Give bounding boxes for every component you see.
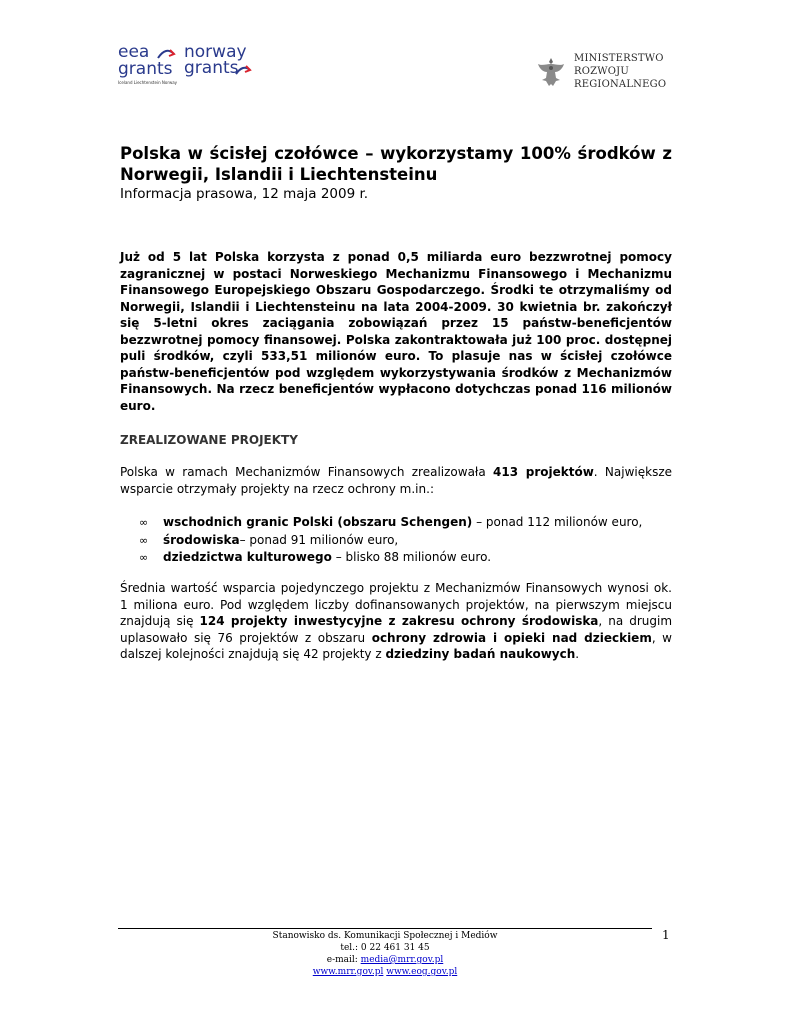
norway-grants-logo bbox=[184, 44, 256, 84]
support-list bbox=[139, 514, 642, 567]
section-heading: ZREALIZOWANE PROJEKTY bbox=[120, 433, 298, 447]
footer-websites bbox=[118, 966, 652, 978]
footer-divider bbox=[118, 928, 652, 929]
average-bold-1: 124 projekty inwestycyjne z zakresu ochrony środowiska bbox=[199, 614, 599, 628]
list-item-text: – ponad 112 milionów euro, bbox=[472, 515, 643, 529]
norway-logo-mark-icon bbox=[234, 64, 252, 78]
footer-office: Stanowisko ds. Komunikacji Społecznej i Mediów bbox=[272, 931, 498, 941]
footer-site-eog-link[interactable]: www.eog.gov.pl bbox=[386, 967, 458, 977]
list-item bbox=[139, 532, 642, 550]
average-bold-3: dziedziny badań naukowych bbox=[385, 647, 576, 661]
list-item-text: – ponad 91 milionów euro, bbox=[239, 532, 399, 547]
average-text-2: , na drugim uplasowało się 76 projektów z obszaru bbox=[120, 614, 673, 645]
eea-grants-logo bbox=[118, 44, 180, 92]
list-item bbox=[139, 514, 642, 532]
projects-count: 413 projektów bbox=[493, 465, 594, 479]
footer-email-link[interactable]: media@mrr.gov.pl bbox=[360, 955, 444, 965]
footer-email-label: e-mail: bbox=[326, 955, 361, 965]
average-text-1: Średnia wartość wsparcia pojedynczego projektu z Mechanizmów Finansowych wynosi ok. 1 miliona euro. Pod względem liczby dofinansowanych projektów, na pierwszym miejscu znajdują się bbox=[120, 581, 672, 628]
press-release-subtitle: Informacja prasowa, 12 maja 2009 r. bbox=[120, 186, 369, 202]
list-item-bold: dziedzictwa kulturowego bbox=[163, 550, 332, 564]
projects-text-1: Polska w ramach Mechanizmów Finansowych zrealizowała bbox=[120, 465, 494, 479]
lead-paragraph: Już od 5 lat Polska korzysta z ponad 0,5 miliarda euro bezzwrotnej pomocy zagranicznej w postaci Norweskiego Mechanizmu Finansowego i Mechanizmu Finansowego Europejskiego Obszaru Gospodarczego. Środki te otrzymaliśmy od Norwegii, Islandii i Liechtensteinu na lata 2004-2009. 30 kwietnia br. zakończył się 5-letni okres zaciągania zobowiązań przez 15 państw-beneficjentów bezzwrotnej pomocy finansowej. Polska zakontraktowała już 100 proc. dostępnej puli środków, czyli 533,51 milionów euro. To plasuje nas w ścisłej czołówce państw-beneficjentów pod względem wykorzystywania środków z Mechanizmów Finansowych. Na rzecz beneficjentów wypłacono dotychczas ponad 116 milionów euro. bbox=[120, 250, 672, 413]
page-number: 1 bbox=[662, 928, 670, 942]
projects-paragraph bbox=[120, 464, 672, 497]
ministry-line2: ROZWOJU bbox=[574, 66, 629, 77]
projects-text-2: . Największe wsparcie otrzymały projekty na rzecz ochrony m.in.: bbox=[120, 465, 672, 496]
eea-logo-mark-icon bbox=[156, 48, 176, 62]
eea-logo-tagline: Iceland Liechtenstein Norway bbox=[118, 80, 178, 85]
polish-eagle-emblem-icon bbox=[536, 56, 566, 90]
press-release-title: Polska w ścisłej czołówce – wykorzystamy 100% środków z Norwegii, Islandii i Liechtensteinu bbox=[120, 144, 672, 184]
average-text-4: . bbox=[575, 647, 580, 661]
norway-logo-line1: norway bbox=[184, 42, 247, 62]
average-support-paragraph bbox=[120, 580, 672, 663]
bullet-icon: ∞ bbox=[139, 551, 149, 564]
eea-logo-line1: eea bbox=[118, 42, 150, 62]
bullet-icon: ∞ bbox=[139, 516, 149, 529]
bullet-icon: ∞ bbox=[139, 533, 149, 547]
footer-contact bbox=[118, 930, 652, 978]
list-item bbox=[139, 549, 642, 567]
eea-logo-line2: grants bbox=[118, 59, 173, 79]
list-item-bold: środowiska bbox=[163, 532, 240, 547]
footer-email-line bbox=[118, 954, 652, 966]
average-text-3: , w dalszej kolejności znajdują się 42 projekty z bbox=[120, 630, 672, 661]
list-item-bold: wschodnich granic Polski (obszaru Schengen) bbox=[163, 515, 473, 529]
ministry-name bbox=[574, 52, 666, 91]
average-bold-2: ochrony zdrowia i opieki nad dzieckiem bbox=[371, 630, 652, 645]
footer-site-mrr-link[interactable]: www.mrr.gov.pl bbox=[312, 967, 384, 977]
ministry-line3: REGIONALNEGO bbox=[574, 79, 667, 90]
list-item-text: – blisko 88 milionów euro. bbox=[331, 550, 492, 564]
norway-logo-line2: grants bbox=[184, 58, 239, 78]
footer-phone: tel.: 0 22 461 31 45 bbox=[340, 943, 430, 953]
ministry-line1: MINISTERSTWO bbox=[574, 53, 664, 64]
